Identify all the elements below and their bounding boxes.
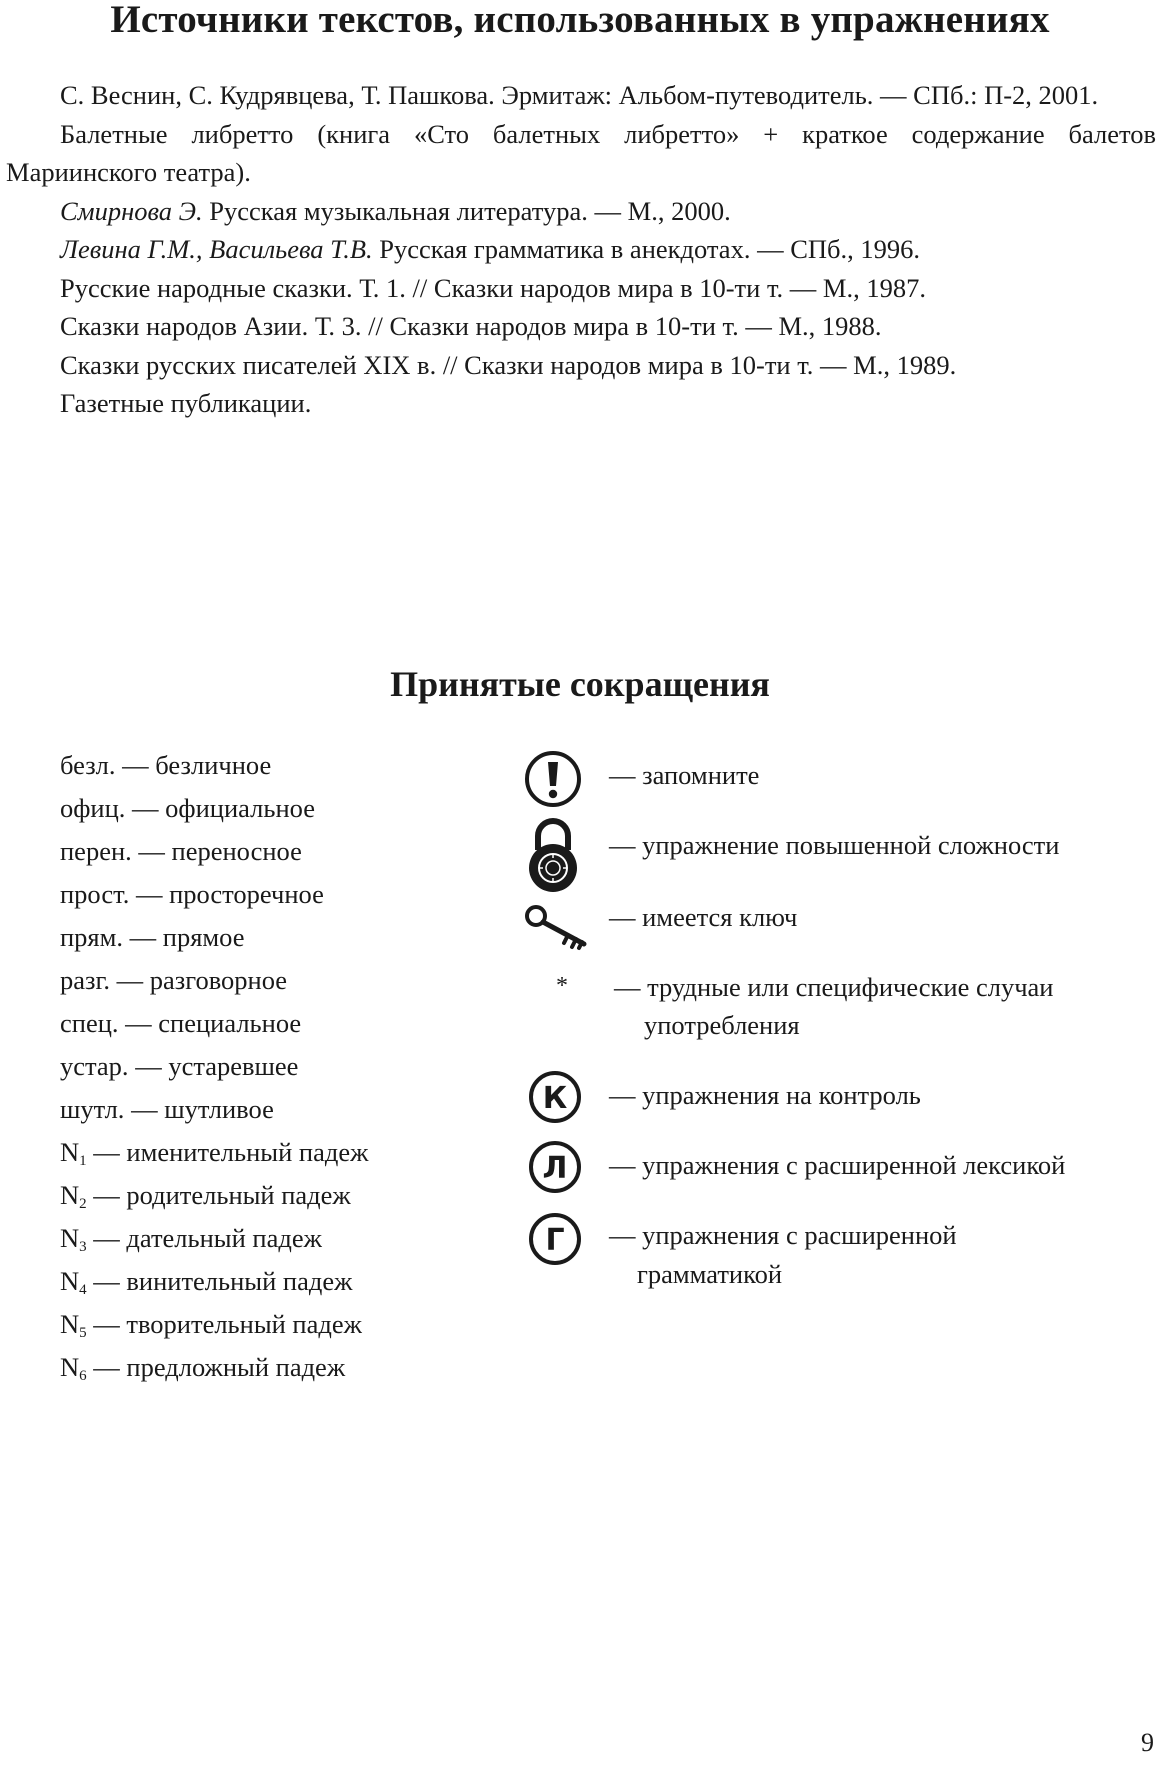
page-number: 9 — [1141, 1728, 1154, 1757]
legend-text: — упражнения с расширенной — [609, 1220, 957, 1250]
case-item: $N_1$ — именительный падеж — [60, 1137, 369, 1169]
letter-g-circle-icon — [528, 1212, 582, 1271]
abbreviation-item: шутл. — шутливое — [60, 1094, 274, 1124]
abbreviations-list — [60, 748, 368, 1393]
reference-item: С. Веснин, С. Кудрявцева, Т. Пашкова. Эрмитаж: Альбом-путеводитель. — СПб.: П-2, 2001. — [60, 80, 1099, 110]
legend-text: — упражнения с расширенной лексикой — [609, 1150, 1066, 1180]
references-list — [6, 76, 1156, 423]
abbreviation-item: спец. — специальное — [60, 1008, 302, 1038]
legend-text: — трудные или специфические случаи — [614, 972, 1054, 1002]
reference-item: Смирнова Э. Русская музыкальная литература. — М., 2000. — [60, 195, 731, 226]
letter-g: Г — [545, 1223, 565, 1258]
case-item: $N_5$ — творительный падеж — [60, 1309, 362, 1341]
padlock-icon — [524, 816, 582, 899]
reference-item: Балетные либретто (книга «Сто балетных либретто» + краткое содержание балетов Мариинского театра). — [6, 118, 1156, 187]
abbreviation-item: перен. — переносное — [60, 836, 302, 866]
case-item: $N_3$ — дательный падеж — [60, 1223, 322, 1255]
reference-item: Сказки народов Азии. Т. 3. // Сказки народов мира в 10-ти т. — М., 1988. — [60, 311, 882, 341]
letter-k: К — [542, 1081, 568, 1116]
reference-item: Русские народные сказки. Т. 1. // Сказки народов мира в 10-ти т. — М., 1987. — [60, 272, 926, 303]
letter-l-circle-icon — [528, 1140, 582, 1199]
reference-item: Газетные публикации. — [60, 388, 312, 418]
legend-text: — упражнение повышенной сложности — [609, 830, 1060, 860]
case-item: $N_2$ — родительный падеж — [60, 1180, 351, 1212]
abbreviation-item: прост. — просторечное — [60, 879, 324, 909]
abbreviation-item: прям. — прямое — [60, 922, 245, 952]
reference-author: Левина Г.М., Васильева Т.В. — [60, 234, 373, 264]
letter-l: Л — [542, 1151, 568, 1186]
asterisk-icon: * — [556, 973, 568, 999]
abbreviation-item: безл. — безличное — [60, 750, 272, 780]
letter-k-circle-icon — [528, 1070, 582, 1129]
abbreviations-heading: Принятые сокращения — [390, 664, 770, 704]
exclamation-circle-icon — [524, 750, 582, 813]
abbreviation-item: разг. — разговорное — [60, 965, 288, 995]
legend-text: — имеется ключ — [609, 902, 798, 932]
reference-author: Смирнова Э. — [60, 195, 203, 226]
legend-text: употребления — [644, 1010, 800, 1040]
legend-text: грамматикой — [637, 1259, 783, 1289]
reference-item: Сказки русских писателей XIX в. // Сказки народов мира в 10-ти т. — М., 1989. — [60, 349, 957, 380]
key-icon — [524, 902, 590, 959]
abbreviation-item: устар. — устаревшее — [60, 1051, 299, 1081]
reference-item: Левина Г.М., Васильева Т.В. Русская грамматика в анекдотах. — СПб., 1996. — [60, 234, 920, 264]
abbreviation-item: офиц. — официальное — [60, 793, 315, 823]
legend-text: — запомните — [609, 760, 760, 790]
legend-text: — упражнения на контроль — [609, 1080, 921, 1110]
case-item: $N_4$ — винительный падеж — [60, 1266, 353, 1298]
page-title: Источники текстов, использованных в упражнениях — [110, 0, 1050, 41]
case-item: $N_6$ — предложный падеж — [60, 1352, 346, 1384]
